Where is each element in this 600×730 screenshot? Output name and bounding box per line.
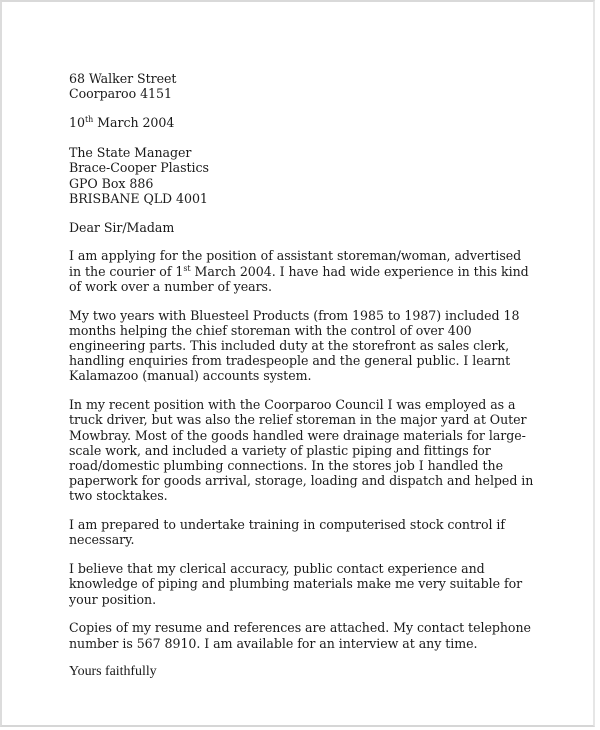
date-line — [69, 115, 569, 130]
date-rest: March 2004 — [93, 115, 175, 130]
paragraph-line: months helping the chief storeman with the control of over 400 — [69, 322, 472, 338]
paragraph-line: road/domestic plumbing connections. In the stores job I handled the — [69, 458, 503, 474]
salutation — [69, 220, 569, 235]
paragraph-3 — [69, 397, 569, 503]
paragraph-line: engineering parts. This included duty at the storefront as sales clerk, — [69, 338, 510, 354]
sender-suburb: Coorparoo 4151 — [69, 86, 172, 102]
closing — [69, 664, 569, 679]
letter-date — [69, 115, 569, 130]
paragraph-line: truck driver, but was also the relief storeman in the major yard at Outer — [69, 412, 527, 428]
recipient-po-box: GPO Box 886 — [69, 175, 154, 191]
sender-address — [69, 71, 569, 101]
paragraph-line: I believe that my clerical accuracy, public contact experience and — [69, 561, 485, 577]
recipient-company: Brace-Cooper Plastics — [69, 160, 209, 176]
date-day: 10 — [69, 115, 85, 130]
paragraph-line: handling enquiries from tradespeople and the general public. I learnt — [69, 353, 511, 369]
paragraph-6 — [69, 620, 569, 650]
paragraph-line: I am prepared to undertake training in computerised stock control if — [69, 517, 506, 533]
salutation-text: Dear Sir/Madam — [69, 219, 175, 235]
paragraph-5 — [69, 561, 569, 607]
recipient-title: The State Manager — [69, 145, 192, 161]
paragraph-line: necessary. — [69, 532, 135, 548]
paragraph-line: your position. — [69, 591, 157, 607]
paragraph-line: paperwork for goods arrival, storage, loading and dispatch and helped in — [69, 473, 534, 489]
closing-text: Yours faithfully — [69, 664, 157, 680]
recipient-address — [69, 145, 569, 206]
paragraph-line: two stocktakes. — [69, 488, 168, 504]
paragraph-line: knowledge of piping and plumbing materials make me very suitable for — [69, 576, 523, 592]
date-suffix: th — [84, 115, 94, 124]
paragraph-line — [69, 264, 569, 279]
paragraph-line: number is 567 8910. I am available for an interview at any time. — [69, 635, 478, 651]
text-run: in the courier of 1 — [69, 263, 184, 279]
paragraph-line: of work over a number of years. — [69, 278, 272, 294]
paragraph-line: In my recent position with the Coorparoo Council I was employed as a — [69, 397, 516, 413]
paragraph-line: Kalamazoo (manual) accounts system. — [69, 368, 312, 384]
paragraph-line: Mowbray. Most of the goods handled were drainage materials for large- — [69, 427, 526, 443]
paragraph-line: I am applying for the position of assistant storeman/woman, advertised — [69, 248, 522, 264]
paragraph-4 — [69, 517, 569, 547]
paragraph-line: My two years with Bluesteel Products (from 1985 to 1987) included 18 — [69, 307, 520, 323]
paragraph-line: scale work, and included a variety of plastic piping and fittings for — [69, 442, 491, 458]
sender-street: 68 Walker Street — [69, 71, 177, 86]
paragraph-line: Copies of my resume and references are attached. My contact telephone — [69, 620, 531, 636]
recipient-city: BRISBANE QLD 4001 — [69, 190, 208, 206]
paragraph-1 — [69, 248, 569, 294]
cover-letter — [69, 71, 569, 693]
text-run: March 2004. I have had wide experience in this kind — [190, 263, 529, 279]
ordinal-suffix: st — [183, 263, 191, 273]
paragraph-2 — [69, 308, 569, 384]
